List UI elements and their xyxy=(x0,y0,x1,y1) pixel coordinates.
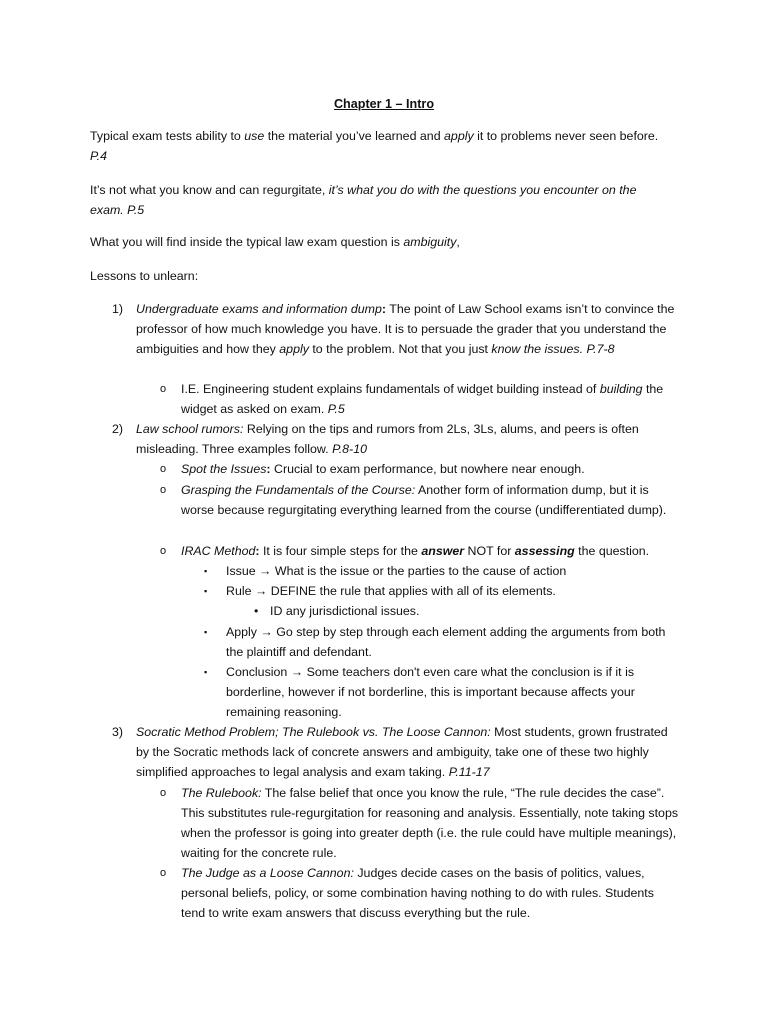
page-reference: P.11-17 xyxy=(448,765,490,779)
text-run: it’s what you do with the questions you encounter on the exam. P.5 xyxy=(90,183,637,217)
square-bullet-icon: ▪ xyxy=(204,627,208,637)
text-run: It is four simple steps for the xyxy=(259,544,422,558)
circle-bullet-icon: o xyxy=(160,484,167,496)
text-run: , xyxy=(456,235,460,249)
list-number: 1) xyxy=(112,302,124,316)
dot-bullet-icon: • xyxy=(254,604,259,618)
text-run: know the issues. P.7-8 xyxy=(491,342,615,356)
text-run: Relying on the tips and rumors from 2Ls, 3Ls, alums, and peers is often misleading. Three examples follow. xyxy=(136,422,639,456)
text-run: use xyxy=(244,129,265,143)
square-bullet-icon: ▪ xyxy=(204,566,208,576)
lessons-heading: Lessons to unlearn: xyxy=(90,269,199,283)
text-run: the material you’ve learned and xyxy=(264,129,445,143)
text-run: answer xyxy=(421,544,465,558)
colon: : xyxy=(255,544,260,558)
text-run: I.E. Engineering student explains fundamentals of widget building instead of xyxy=(181,382,600,396)
page-title: Chapter 1 – Intro xyxy=(333,97,435,111)
irac-step-rule: Rule → DEFINE the rule that applies with all of its elements. xyxy=(226,584,556,598)
page-reference: P.4 xyxy=(90,149,107,163)
list-item-title: Socratic Method Problem; The Rulebook vs. The Loose Cannon: xyxy=(136,725,491,739)
circle-bullet-icon: o xyxy=(160,545,167,557)
list-number: 2) xyxy=(112,422,124,436)
list-item-irac-method xyxy=(181,541,681,561)
irac-rule-subitem: ID any jurisdictional issues. xyxy=(270,604,420,618)
square-bullet-icon: ▪ xyxy=(204,667,208,677)
text-run: Another form of information dump, but it is worse because regurgitating everything learned from the course (undifferentiated dump). xyxy=(181,483,667,517)
text-run: assessing xyxy=(514,544,575,558)
list-item-title: The Rulebook: xyxy=(181,786,262,800)
list-item-socratic-method xyxy=(136,722,684,782)
text-run: Judges decide cases on the basis of politics, values, personal beliefs, policy, or some combination having nothing to do with rules. Students tend to write exam answers that discuss everything but the rule. xyxy=(181,866,654,920)
list-item-law-school-rumors xyxy=(136,419,684,459)
list-item-loose-cannon xyxy=(181,863,681,923)
text-run: building xyxy=(599,382,643,396)
circle-bullet-icon: o xyxy=(160,867,167,879)
list-item-title: Undergraduate exams and information dump xyxy=(136,302,382,316)
colon: : xyxy=(381,302,387,316)
text-run: Crucial to exam performance, but nowhere near enough. xyxy=(270,462,585,476)
list-item-grasping-fundamentals xyxy=(181,480,681,520)
text-run: it to problems never seen before. xyxy=(473,129,659,143)
list-number: 3) xyxy=(112,725,124,739)
text-run: Typical exam tests ability to xyxy=(90,129,245,143)
text-run: It’s not what you know and can regurgitate, xyxy=(90,183,329,197)
text-run: ambiguity xyxy=(403,235,457,249)
text-run: the question. xyxy=(574,544,650,558)
list-item-title: The Judge as a Loose Cannon: xyxy=(181,866,354,880)
text-run: The false belief that once you know the rule, “The rule decides the case”. This substitutes rule-regurgitation for reasoning and analysis. Essentially, note taking stops when the professor is going into greater depth (i.e. the rule could have multiple meanings), waiting for the concrete rule. xyxy=(181,786,679,860)
list-item-engineering-example xyxy=(181,379,681,419)
irac-step-conclusion: Conclusion → Some teachers don't even care what the conclusion is if it is borderline, however if not borderline, this is important because affects your remaining reasoning. xyxy=(226,665,635,719)
page-reference: P.8-10 xyxy=(332,442,367,456)
text-run: NOT for xyxy=(464,544,515,558)
circle-bullet-icon: o xyxy=(160,787,167,799)
page-reference: P.5 xyxy=(327,402,345,416)
irac-step-apply: Apply → Go step by step through each element adding the arguments from both the plaintiff and defendant. xyxy=(226,625,666,659)
paragraph-ambiguity xyxy=(90,232,690,252)
text-run: apply xyxy=(279,342,309,356)
square-bullet-icon: ▪ xyxy=(204,586,208,596)
list-item-title: Spot the Issues xyxy=(181,462,267,476)
paragraph-exam-ability xyxy=(90,126,690,166)
list-item-undergraduate-exams xyxy=(136,299,684,359)
circle-bullet-icon: o xyxy=(160,383,167,395)
text-run: The point of Law School exams isn’t to convince the professor of how much knowledge you have. It is to persuade the grader that you understand the ambiguities and how they xyxy=(136,302,675,356)
list-item-title: Grasping the Fundamentals of the Course: xyxy=(181,483,416,497)
text-run: to the problem. Not that you just xyxy=(308,342,492,356)
text-run: What you will find inside the typical law exam question is xyxy=(90,235,404,249)
colon: : xyxy=(266,462,271,476)
text-run: Most students, grown frustrated by the Socratic methods lack of concrete answers and ambiguity, take one of these two highly simplified approaches to legal analysis and exam taking. xyxy=(136,725,668,779)
list-item-rulebook xyxy=(181,783,681,863)
irac-step-issue: Issue → What is the issue or the parties to the cause of action xyxy=(226,564,567,578)
list-item-title: Law school rumors: xyxy=(136,422,244,436)
text-run: apply xyxy=(444,129,474,143)
text-run: the widget as asked on exam. xyxy=(181,382,664,416)
list-item-title: IRAC Method xyxy=(181,544,256,558)
circle-bullet-icon: o xyxy=(160,463,167,475)
paragraph-regurgitate xyxy=(90,180,670,220)
list-item-spot-issues xyxy=(181,459,681,479)
